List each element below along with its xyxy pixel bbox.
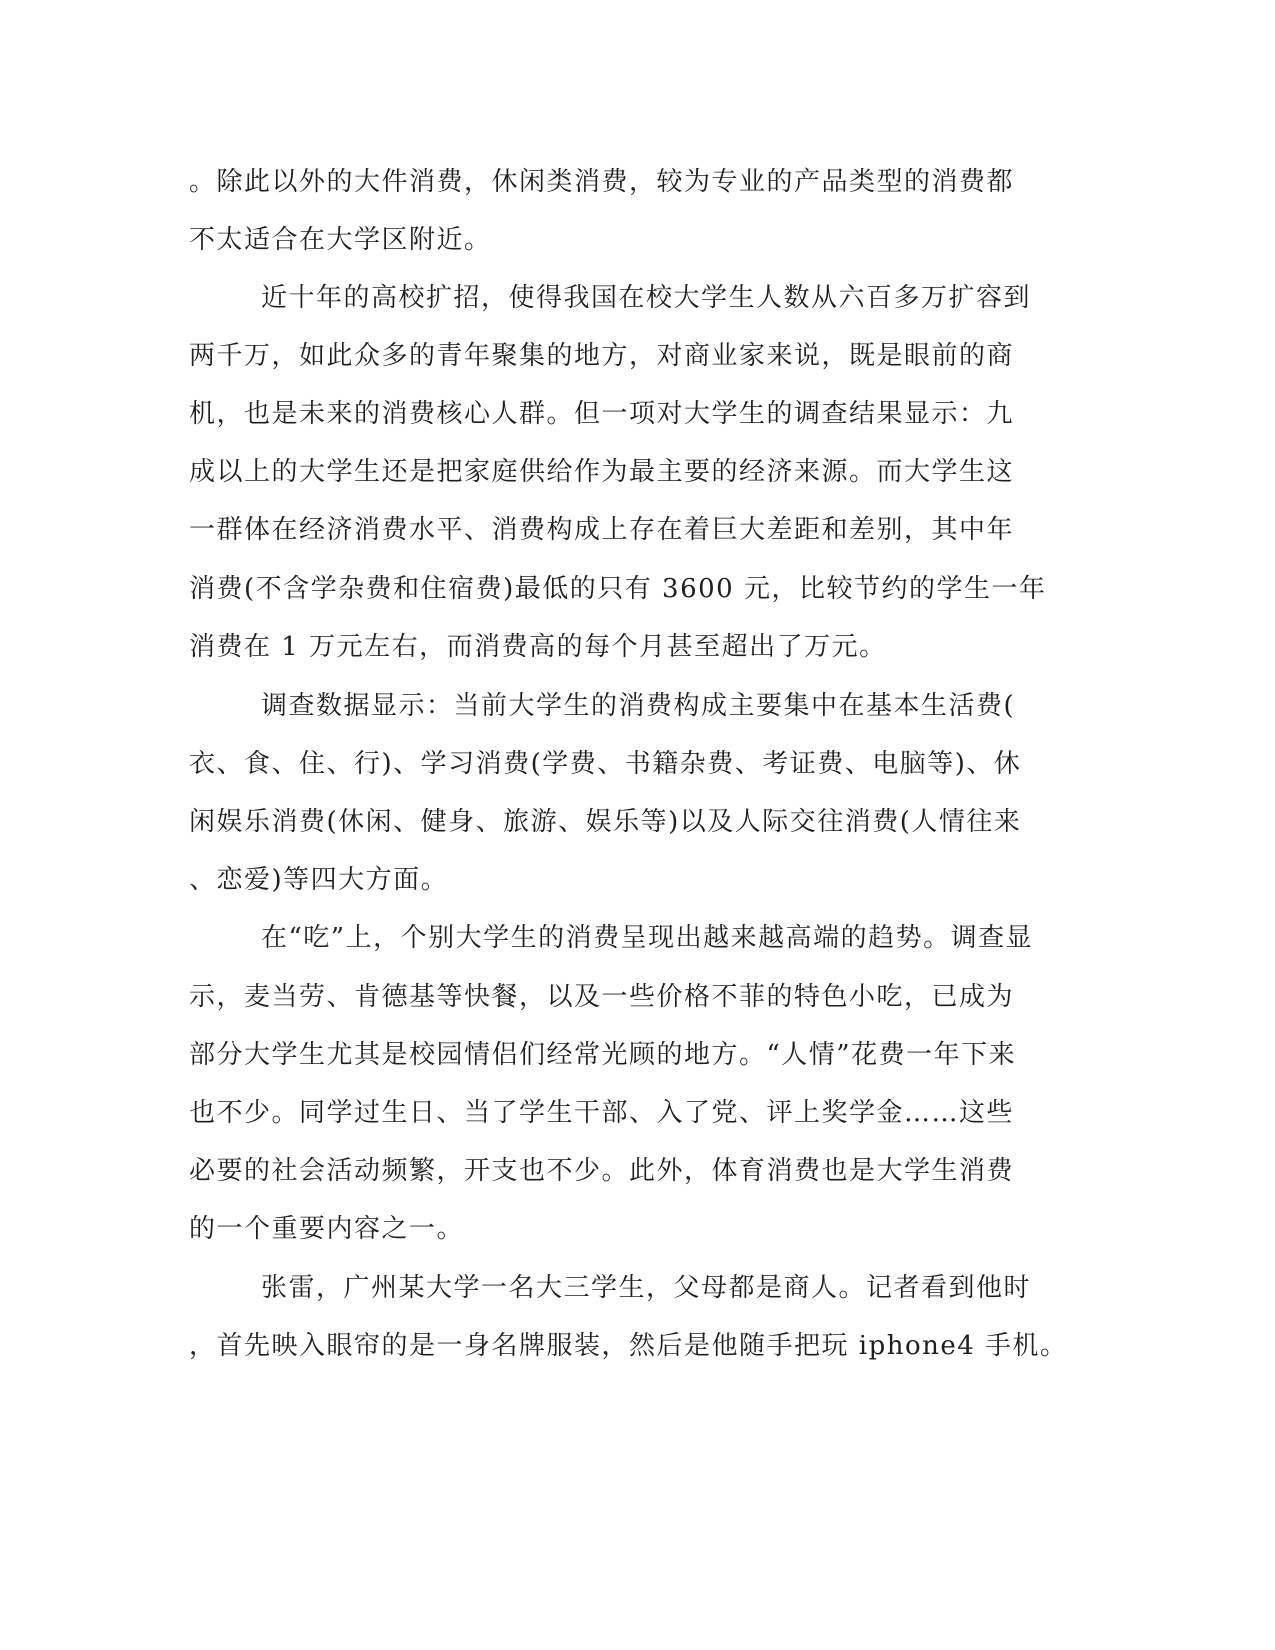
text-line: 也不少。同学过生日、当了学生干部、入了党、评上奖学金……这些 [189, 1098, 1015, 1128]
text-line: 不太适合在大学区附近。 [189, 225, 492, 255]
text-line: 。除此以外的大件消费，休闲类消费，较为专业的产品类型的消费都 [189, 167, 1015, 197]
text-line: 两千万，如此众多的青年聚集的地方，对商业家来说，既是眼前的商 [189, 341, 1015, 371]
paragraph-first-line: 调查数据显示：当前大学生的消费构成主要集中在基本生活费( [261, 691, 1016, 721]
text-line: 衣、食、住、行)、学习消费(学费、书籍杂费、考证费、电脑等)、休 [189, 749, 1022, 779]
text-line: 机，也是未来的消费核心人群。但一项对大学生的调查结果显示：九 [189, 399, 1015, 429]
text-line: 示，麦当劳、肯德基等快餐，以及一些价格不菲的特色小吃，已成为 [189, 982, 1015, 1012]
text-line: 闲娱乐消费(休闲、健身、旅游、娱乐等)以及人际交往消费(人情往来 [189, 807, 1022, 837]
text-line: ，首先映入眼帘的是一身名牌服装，然后是他随手把玩 iphone4 手机。 [189, 1331, 1068, 1361]
text-line: 的一个重要内容之一。 [189, 1214, 465, 1244]
text-line: 消费(不含学杂费和住宿费)最低的只有 3600 元，比较节约的学生一年 [189, 574, 1047, 604]
text-line: 成以上的大学生还是把家庭供给作为最主要的经济来源。而大学生这 [189, 457, 1015, 487]
text-line: 一群体在经济消费水平、消费构成上存在着巨大差距和差别，其中年 [189, 515, 1015, 545]
text-line: 消费在 1 万元左右，而消费高的每个月甚至超出了万元。 [189, 632, 887, 662]
text-line: 必要的社会活动频繁，开支也不少。此外，体育消费也是大学生消费 [189, 1156, 1015, 1186]
paragraph-first-line: 张雷，广州某大学一名大三学生，父母都是商人。记者看到他时 [261, 1273, 1032, 1303]
text-line: 部分大学生尤其是校园情侣们经常光顾的地方。“人情”花费一年下来 [189, 1040, 1017, 1070]
paragraph-first-line: 在“吃”上，个别大学生的消费呈现出越来越高端的趋势。调查显 [261, 923, 1034, 953]
paragraph-first-line: 近十年的高校扩招，使得我国在校大学生人数从六百多万扩容到 [261, 283, 1032, 313]
text-line: 、恋爱)等四大方面。 [189, 865, 449, 895]
